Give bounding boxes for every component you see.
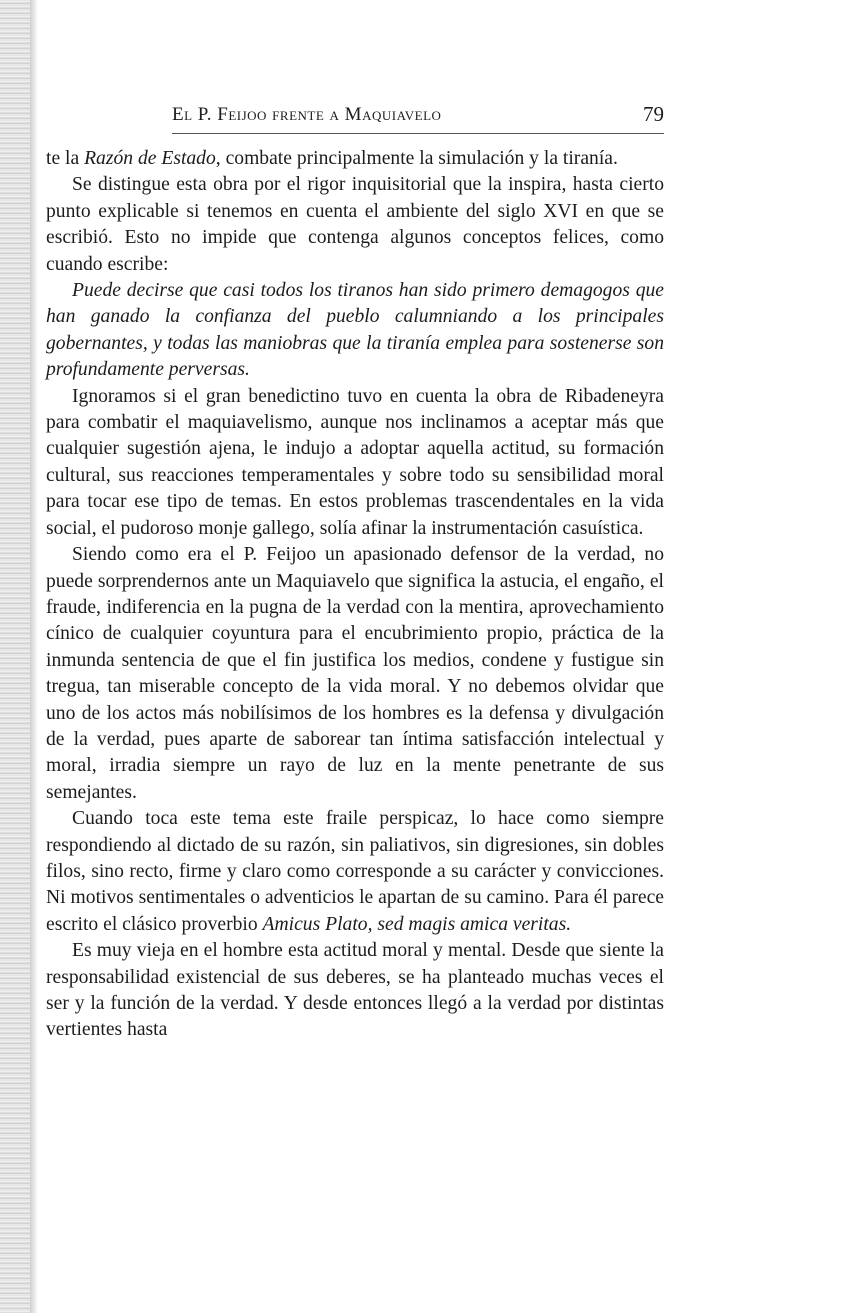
paragraph: Se distingue esta obra por el rigor inquisitorial que la inspira, hasta cierto punto explicable si tenemos en cuenta el ambiente del siglo XVI en que se escribió. Esto no impide que contenga algunos conceptos felices, como cuando escribe: [46,174,664,275]
latin-proverb: Amicus Plato, sed magis amica veritas. [262,913,572,935]
running-head: El P. Feijoo frente a Maquiavelo [172,104,442,125]
page-number: 79 [643,102,664,126]
page-header [172,100,664,132]
block-quote: Puede decirse que casi todos los tiranos han sido primero demagogos que han ganado la confianza del pueblo calumniando a los principales gobernantes, y todas las maniobras que la tiranía emplea para sostenerse son profundamente perversas. [46,280,664,381]
paragraph: Ignoramos si el gran benedictino tuvo en cuenta la obra de Ribadeneyra para combatir el maquiavelismo, aunque nos inclinamos a aceptar más que cualquier sugestión ajena, le indujo a adoptar aquella actitud, su formación cultural, sus reacciones temperamentales y sobre todo su sensibilidad moral para tocar ese tipo de temas. En estos problemas trascendentales en la vida social, el pudoroso monje gallego, solía afinar la instrumentación casuística. [46,385,664,539]
paragraph: Es muy vieja en el hombre esta actitud moral y mental. Desde que siente la responsabilidad existencial de sus deberes, se ha planteado muchas veces el ser y la función de la verdad. Y desde entonces llegó a la verdad por distintas vertientes hasta [46,940,664,1041]
paragraph: te la Razón de Estado, combate principalmente la simulación y la tiranía. [46,148,618,169]
paragraph: Siendo como era el P. Feijoo un apasionado defensor de la verdad, no puede sorprendernos ante un Maquiavelo que significa la astucia, el engaño, el fraude, indiferencia en la pugna de la verdad con la mentira, aprovechamiento cínico de cualquier coyuntura para el encubrimiento propio, práctica de la inmunda sentencia de que el fin justifica los medios, condene y fustigue sin tregua, tan miserable concepto de la vida moral. Y no debemos olvidar que uno de los actos más nobilísimos de los hombres es la defensa y divulgación de la verdad, pues aparte de saborear tan íntima satisfacción intelectual y moral, irradia siempre un rayo de luz en la mente penetrante de sus semejantes. [46,544,664,803]
header-rule [172,133,664,134]
book-title: Razón de Estado [84,148,216,169]
paragraph: Cuando toca este tema este fraile perspicaz, lo hace como siempre respondiendo al dictado de su razón, sin paliativos, sin digresiones, sin dobles filos, sino recto, firme y claro como corresponde a su carácter y convicciones. Ni motivos sentimentales o adventicios le apartan de su camino. Para él parece escrito el clásico proverbio Amicus Plato, sed magis amica veritas. [46,808,664,935]
body-text [46,146,664,1044]
page-gutter [30,0,38,1313]
